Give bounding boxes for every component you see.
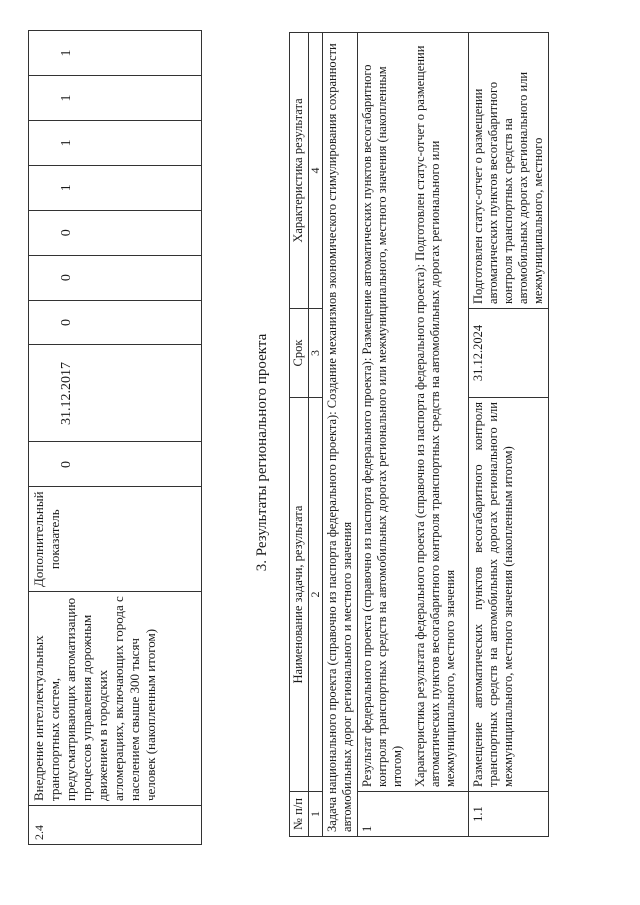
index-cell: 1 bbox=[309, 792, 323, 837]
header-name: Наименование задачи, результата bbox=[290, 398, 309, 792]
base-date: 31.12.2017 bbox=[29, 345, 202, 442]
base-value: 0 bbox=[29, 442, 202, 487]
table-row bbox=[469, 33, 549, 837]
index-cell: 4 bbox=[309, 33, 323, 309]
result-deadline: 31.12.2024 bbox=[469, 309, 549, 398]
value-cell: 1 bbox=[29, 31, 202, 76]
task-row bbox=[323, 33, 358, 837]
index-cell: 3 bbox=[309, 309, 323, 398]
results-table bbox=[289, 32, 549, 837]
index-cell: 2 bbox=[309, 398, 323, 792]
indicator-type: Дополнительный показатель bbox=[29, 487, 202, 592]
row-number: 2.4 bbox=[29, 806, 202, 845]
result-characteristic: Подготовлен статус-отчет о размещении автоматических пунктов весогабаритного контроля транспортных средств на автомобильных дорогах регионального или межмуниципального, местного bbox=[469, 33, 549, 309]
value-cell: 0 bbox=[29, 300, 202, 345]
value-cell: 1 bbox=[29, 75, 202, 120]
result-text: Результат федерального проекта (справочно из паспорта федерального проекта): Размещение автоматических пунктов весогабаритного контроля транспортных средств на автомобильных дорогах регионального или межмуниципального, местного значения (накопленным итогом) bbox=[360, 64, 404, 787]
header-deadline: Срок bbox=[290, 309, 309, 398]
header-row bbox=[290, 33, 309, 837]
table-row bbox=[29, 31, 202, 845]
indicators-table bbox=[28, 30, 202, 845]
header-characteristic: Характеристика результата bbox=[290, 33, 309, 309]
index-row bbox=[309, 33, 323, 837]
task-text: Задача национального проекта (справочно из паспорта федерального проекта): Создание механизмов экономического стимулирования сохранности автомобильных дорог регионального и местного значения bbox=[323, 33, 358, 837]
result-name: Размещение автоматических пунктов весогабаритного контроля транспортных средств на автомобильных дорогах регионального или межмуниципального, местного значения (накопленным итогом) bbox=[469, 398, 549, 792]
table-row bbox=[358, 33, 469, 837]
section-title: 3. Результаты регионального проекта bbox=[254, 333, 270, 572]
value-cell: 0 bbox=[29, 210, 202, 255]
value-cell: 0 bbox=[29, 255, 202, 300]
value-cell: 1 bbox=[29, 165, 202, 210]
row-number: 1 bbox=[358, 792, 469, 837]
value-cell: 1 bbox=[29, 120, 202, 165]
result-cell bbox=[358, 33, 469, 792]
indicator-name: Внедрение интеллектуальных транспортных систем, предусматривающих автоматизацию процессов управления дорожным движением в городских агломерациях, включающих города с населением свыше 300 тысяч человек (накопленным итогом) bbox=[29, 592, 202, 806]
row-number: 1.1 bbox=[469, 792, 549, 837]
characteristic-text: Характеристика результата федерального проекта (справочно из паспорта федерального проекта): Подготовлен статус-отчет о размещении автоматических пунктов весогабаритного контроля транспортных средств на автомобильных дорогах регионального или межмуниципального, местного значения bbox=[413, 45, 457, 787]
header-number: № п/п bbox=[290, 792, 309, 837]
